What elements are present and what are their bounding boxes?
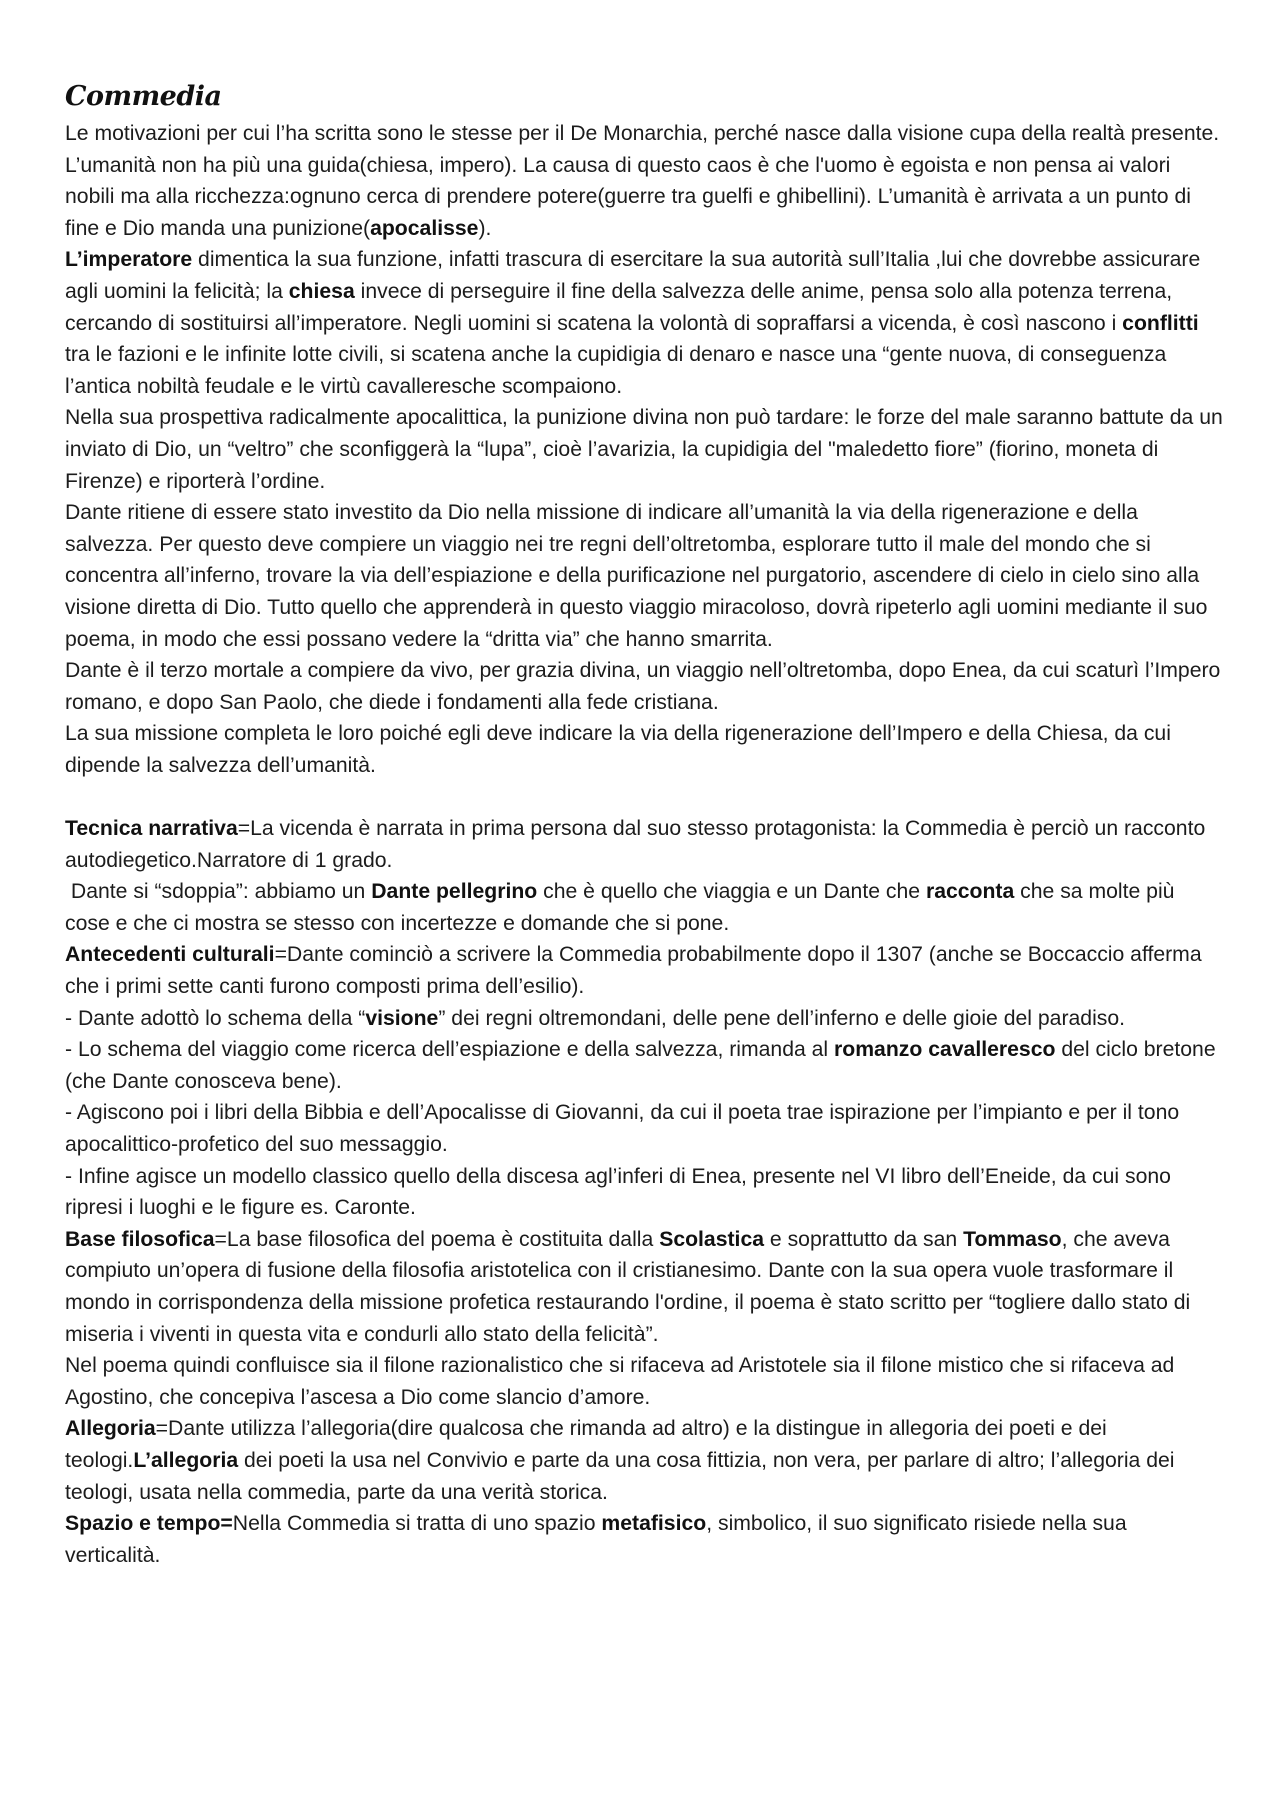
text-run: =La vicenda è narrata in prima persona dal suo stesso protagonista: la Commedia è perciò un racconto autodiegetico.Narratore di 1 grado. xyxy=(65,817,1212,872)
text-run: La sua missione completa le loro poiché egli deve indicare la via della rigenerazione dell’Impero e della Chiesa, da cui dipende la salvezza dell’umanità. xyxy=(65,722,1177,777)
bold-term: visione xyxy=(365,1006,439,1030)
bold-term: Base filosofica xyxy=(65,1227,215,1251)
bold-term: L’imperatore xyxy=(65,248,193,272)
text-run: dei poeti la usa nel Convivio e parte da una cosa fittizia, non vera, per parlare di altro; l’allegoria dei teologi, usata nella commedia, parte da una verità storica. xyxy=(65,1448,1181,1504)
paragraph-visione xyxy=(65,1003,1225,1035)
text-run: che sa molte più cose e che ci mostra se stesso con incertezze e domande che si pone. xyxy=(65,880,1181,935)
text-run: , che aveva compiuto un’opera di fusione della filosofia aristotelica con il cristianesimo. Dante con la sua opera vuole trasformare il mondo in corrispondenza della missione profetica restaurando l'ordine, il poema è stato scritto per “togliere dallo stato di miseria i viventi in questa vita e condurli allo stato della felicità”. xyxy=(65,1227,1197,1346)
bold-term: Tommaso xyxy=(963,1227,1062,1251)
text-run: dimentica la sua funzione, infatti trascura di esercitare la sua autorità sull’Italia ,lui che dovrebbe assicurare agli uomini la felicità; la xyxy=(65,248,1207,303)
text-run: e soprattutto da san xyxy=(764,1227,964,1251)
paragraph-filoni xyxy=(65,1350,1225,1413)
text-run: Dante si “sdoppia”: abbiamo un xyxy=(65,880,372,904)
paragraph-base-filosofica xyxy=(65,1224,1225,1350)
text-run: - Infine agisce un modello classico quello della discesa agl’inferi di Enea, presente nel VI libro dell’Eneide, da cui sono ripresi i luoghi e le figure es. Caronte. xyxy=(65,1164,1177,1220)
paragraph-imperatore xyxy=(65,244,1225,402)
paragraph-sdoppia xyxy=(65,876,1225,939)
paragraph-allegoria xyxy=(65,1413,1225,1508)
text-run: =La base filosofica del poema è costituita dalla xyxy=(214,1227,660,1251)
paragraph-prospettiva-apocalittica xyxy=(65,402,1229,497)
paragraph-bibbia xyxy=(65,1097,1225,1160)
bold-term: Scolastica xyxy=(659,1227,765,1251)
text-run: - Agiscono poi i libri della Bibbia e dell’Apocalisse di Giovanni, da cui il poeta trae ispirazione per l’impianto e per il tono apocalittico-profetico del suo messaggio. xyxy=(65,1101,1186,1156)
bold-term: Spazio e tempo= xyxy=(65,1512,233,1536)
paragraph-antecedenti-culturali xyxy=(65,939,1225,1002)
bold-term: metafisico xyxy=(601,1512,707,1536)
text-run: =Dante cominciò a scrivere la Commedia probabilmente dopo il 1307 (anche se Boccaccio afferma che i primi sette canti furono composti prima dell’esilio). xyxy=(65,943,1208,999)
text-run: che è quello che viaggia e un Dante che xyxy=(537,880,926,904)
text-run: Nella sua prospettiva radicalmente apocalittica, la punizione divina non può tardare: le forze del male saranno battute da un inviato di Dio, un “veltro” che sconfiggerà la “lupa”, cioè l’avarizia, la cupidigia del "maledetto fiore” (fiorino, moneta di Firenze) e riporterà l’ordine. xyxy=(65,406,1229,493)
bold-term: Dante pellegrino xyxy=(371,880,538,904)
paragraph-tecnica-narrativa xyxy=(65,813,1225,876)
bold-term: Allegoria xyxy=(65,1417,156,1441)
paragraph-motivazioni xyxy=(65,118,1225,244)
bold-term: apocalisse xyxy=(370,216,479,240)
document-title: Commedia xyxy=(65,81,222,112)
text-run: ). xyxy=(478,216,492,240)
paragraph-missione xyxy=(65,497,1225,655)
bold-term: chiesa xyxy=(288,279,355,303)
bold-term: conflitti xyxy=(1122,311,1199,335)
text-run: Dante è il terzo mortale a compiere da vivo, per grazia divina, un viaggio nell’oltretomba, dopo Enea, da cui scaturì l’Impero romano, e dopo San Paolo, che diede i fondamenti alla fede cristiana. xyxy=(65,659,1227,714)
bold-term: Antecedenti culturali xyxy=(65,943,275,967)
text-run: Dante ritiene di essere stato investito da Dio nella missione di indicare all’umanità la via della rigenerazione e della salvezza. Per questo deve compiere un viaggio nei tre regni dell’oltretomba, esplorare tutto il male del mondo che si concentra all’inferno, trovare la via dell’espiazione e della purificazione nel purgatorio, ascendere di cielo in cielo sino alla visione diretta di Dio. Tutto quello che apprenderà in questo viaggio miracoloso, dovrà ripeterlo agli uomini mediante il suo poema, in modo che essi possano vedere la “dritta via” che hanno smarrita. xyxy=(65,501,1214,651)
text-run: - Lo schema del viaggio come ricerca dell’espiazione e della salvezza, rimanda al xyxy=(65,1038,835,1062)
text-run: - Dante adottò lo schema della “ xyxy=(65,1006,366,1030)
text-run: =Dante utilizza l’allegoria(dire qualcosa che rimanda ad altro) e la distingue in allegoria dei poeti e dei teologi. xyxy=(65,1417,1113,1472)
text-run: tra le fazioni e le infinite lotte civili, si scatena anche la cupidigia di denaro e nasce una “gente nuova, di conseguenza l’antica nobiltà feudale e le virtù cavalleresche scompaiono. xyxy=(65,311,1205,398)
paragraph-eneide xyxy=(65,1161,1225,1224)
bold-term: Tecnica narrativa xyxy=(65,817,238,841)
paragraph-missione-completa xyxy=(65,718,1225,781)
text-run: del ciclo bretone (che Dante conosceva bene). xyxy=(65,1038,1222,1093)
paragraph-terzo-mortale xyxy=(65,655,1225,718)
document-page xyxy=(65,80,1229,1571)
paragraph-spazio-tempo xyxy=(65,1508,1225,1571)
bold-term: L’allegoria xyxy=(133,1448,239,1472)
text-run: Nel poema quindi confluisce sia il filone razionalistico che si rifaceva ad Aristotele sia il filone mistico che si rifaceva ad Agostino, che concepiva l’ascesa a Dio come slancio d’amore. xyxy=(65,1354,1180,1409)
text-run: Nella Commedia si tratta di uno spazio xyxy=(232,1512,602,1536)
bold-term: racconta xyxy=(925,880,1015,904)
text-run: Le motivazioni per cui l’ha scritta sono le stesse per il De Monarchia, perché nasce dalla visione cupa della realtà presente. L’umanità non ha più una guida(chiesa, impero). La causa di questo caos è che l'uomo è egoista e non pensa ai valori nobili ma alla ricchezza:ognuno cerca di prendere potere(guerre tra guelfi e ghibellini). L’umanità è arrivata a un punto di fine e Dio manda una punizione( xyxy=(65,122,1226,240)
text-run: , simbolico, il suo significato risiede nella sua verticalità. xyxy=(65,1512,1133,1567)
bold-term: romanzo cavalleresco xyxy=(834,1038,1056,1062)
text-run: ” dei regni oltremondani, delle pene dell’inferno e delle gioie del paradiso. xyxy=(438,1006,1126,1030)
text-run: invece di perseguire il fine della salvezza delle anime, pensa solo alla potenza terrena, cercando di sostituirsi all’imperatore. Negli uomini si scatena la volontà di sopraffarsi a vicenda, è così nascono i xyxy=(65,279,1179,335)
paragraph-romanzo-cavalleresco xyxy=(65,1034,1225,1097)
